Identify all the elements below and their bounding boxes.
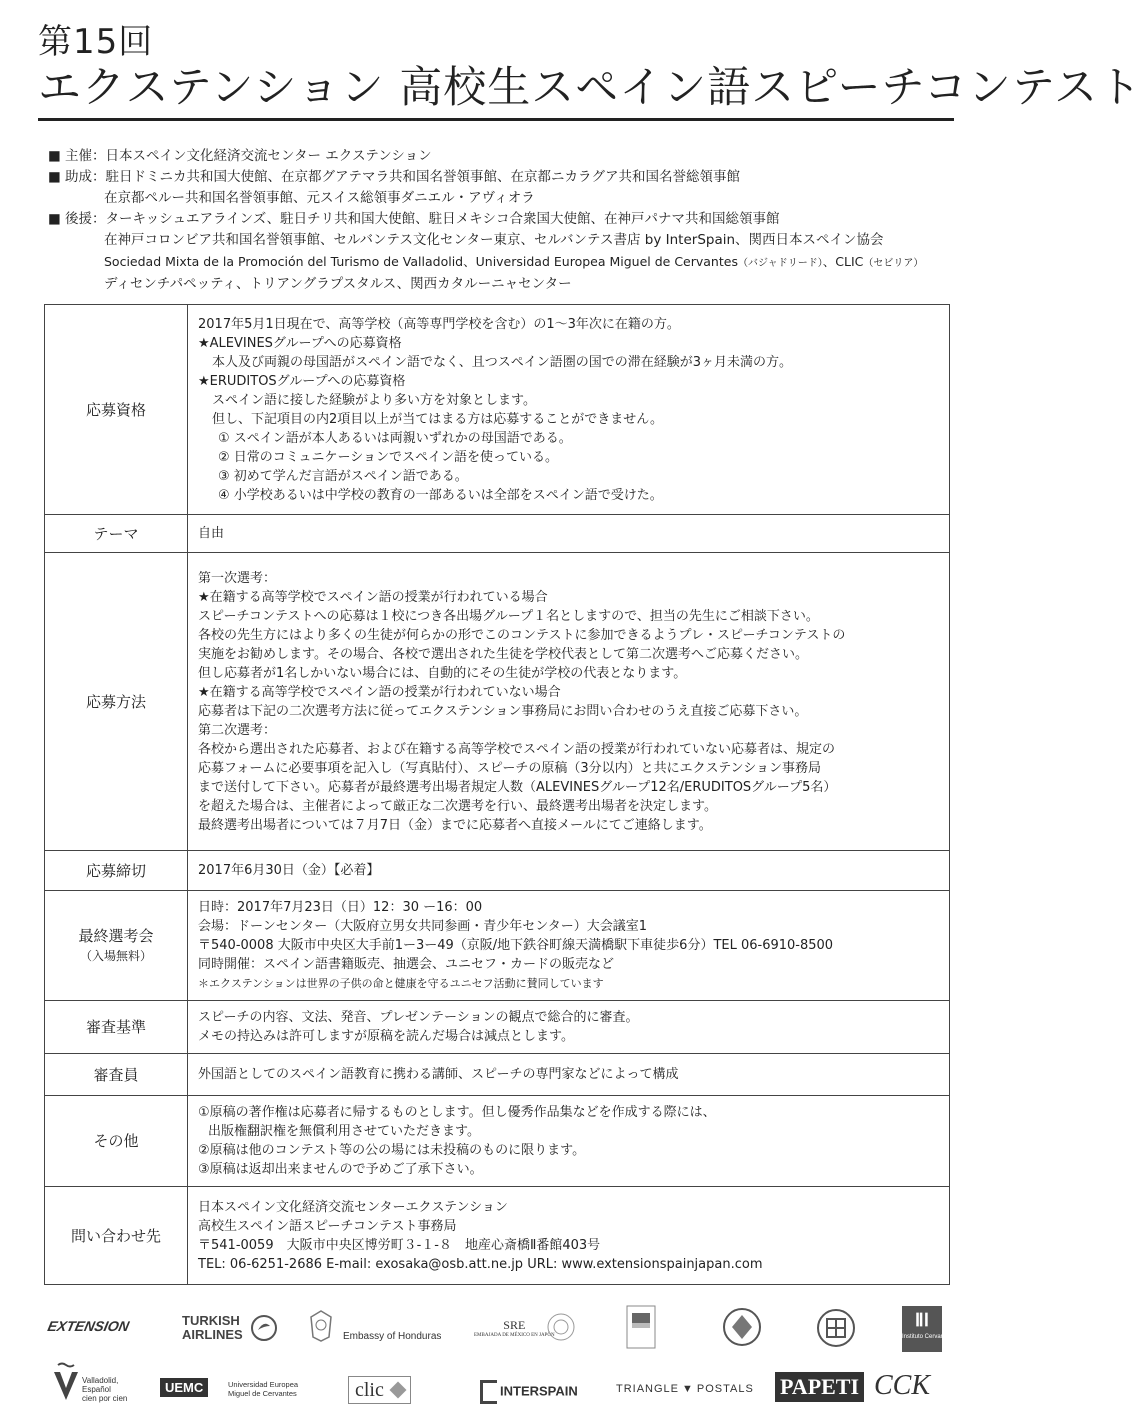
content-line: 自由: [198, 526, 225, 541]
row-content: [188, 851, 950, 891]
content-line: 但し、下記項目の内2項目以上が当てはまる方は応募することができません。: [212, 411, 664, 427]
turkish-airlines-emblem: [250, 1314, 278, 1347]
papeti-logo: PAPETI: [775, 1372, 864, 1402]
row-content: [188, 515, 950, 553]
row-content: [188, 1054, 950, 1096]
triangle-postals-logo: [616, 1383, 754, 1395]
clic-diamond-icon: [389, 1382, 406, 1399]
content-line: ③ 初めて学んだ言語がスペイン語である。: [218, 468, 468, 484]
content-line: 応募フォームに必要事項を記入し（写真貼付）、スピーチの原稿（3分以内）と共にエクステンション事務局: [198, 760, 821, 776]
content-line: 高校生スペイン語スピーチコンテスト事務局: [198, 1218, 457, 1234]
sponsor-text: （セビリア）: [863, 258, 924, 269]
interspain-text: INTERSPAIN: [500, 1383, 578, 1399]
chile-embassy-logo-icon: [626, 1305, 656, 1354]
table-row: [45, 553, 950, 851]
turkish-airlines-logo: [182, 1314, 243, 1342]
sre-text: SRE: [503, 1318, 526, 1332]
guatemala-crest-icon: [720, 1303, 764, 1356]
content-line: 2017年5月1日現在で、高等学校（高等専門学校を含む）の1～3年次に在籍の方。: [198, 316, 680, 332]
uemc-logo: [160, 1378, 208, 1397]
sponsors-block: [48, 146, 923, 295]
honduras-logo: Embassy of Honduras: [343, 1331, 442, 1342]
row-label-text: 問い合わせ先: [70, 1226, 161, 1245]
content-line: 2017年6月30日（金）【必着】: [198, 863, 380, 878]
content-line: 但し応募者が1名しかいない場合には、自動的にその生徒が学校の代表となります。: [198, 665, 687, 681]
cervantes-mark: ⅡⅠ: [914, 1310, 930, 1330]
cck-logo: CCK: [874, 1370, 931, 1401]
row-label-text: 審査基準: [85, 1018, 146, 1036]
row-label: [45, 851, 188, 891]
content-line: スピーチコンテストへの応募は１校につき各出場グループ１名としますので、担当の先生にご相談下さい。: [198, 608, 819, 624]
sponsor-support-cont: 在京都ペルー共和国名誉領事館、元スイス総領事ダニエル・アヴィオラ: [104, 190, 535, 206]
row-content: [188, 1001, 950, 1054]
content-line: 〒540-0008 大阪市中央区大手前1ー3ー49（京阪/地下鉄谷町線天満橋駅下車徒歩6分）TEL 06-6910-8500: [198, 938, 834, 953]
row-label-text: 審査員: [93, 1065, 139, 1084]
table-row: [45, 305, 950, 515]
table-row: [45, 1001, 950, 1054]
triangle-text: TRIANGLE: [616, 1383, 680, 1395]
table-row: [45, 851, 950, 891]
valladolid-text: [82, 1376, 127, 1403]
title-divider: [38, 118, 954, 121]
content-line: 第二次選考：: [198, 722, 277, 738]
content-line: ①原稿の著作権は応募者に帰するものとします。但し優秀作品集などを作成する際には、: [198, 1105, 716, 1120]
page-title: エクステンション 高校生スペイン語スピーチコンテスト: [38, 63, 1142, 113]
content-line: ＊エクステンションは世界の子供の命と健康を守るユニセフ活動に賛同しています: [198, 977, 604, 990]
valladolid-line3: cien por cien: [82, 1394, 128, 1403]
content-line: 最終選考出場者については７月7日（金）までに応募者へ直接メールにてご連絡します。: [198, 817, 712, 833]
interspain-logo: [480, 1380, 578, 1404]
content-line: ②原稿は他のコンテスト等の公の場には未投稿のものに限ります。: [198, 1143, 586, 1158]
content-line: ★ERUDITOSグループへの応募資格: [198, 373, 406, 389]
sponsor-backing: ■ 後援：ターキッシュエアラインズ、駐日チリ共和国大使館、駐日メキシコ合衆国大使館、在神戸パナマ共和国総領事館: [48, 211, 780, 227]
dominican-crest-icon: [814, 1306, 858, 1355]
content-line: ③原稿は返却出来ませんので予めご了承下さい。: [198, 1162, 483, 1177]
table-row: [45, 1054, 950, 1096]
turkish-text: TURKISH: [182, 1313, 240, 1328]
content-line: メモの持込みは許可しますが原稿を読んだ場合は減点とします。: [198, 1029, 574, 1044]
sponsor-organizer: ■ 主催：日本スペイン文化経済交流センター エクステンション: [48, 148, 432, 164]
row-content: [188, 553, 950, 851]
clic-logo: [348, 1376, 411, 1404]
valladolid-v-icon: [52, 1362, 80, 1402]
row-label: [45, 1001, 188, 1054]
content-line: スピーチの内容、文法、発音、プレゼンテーションの観点で総合的に審査。: [198, 1010, 639, 1025]
row-label-subtext: （入場無料）: [79, 948, 152, 963]
sponsor-text: 、CLIC: [822, 254, 864, 269]
content-line: 日本スペイン文化経済交流センターエクステンション: [198, 1199, 508, 1215]
sponsor-backing-cont-3: ディセンチパペッティ、トリアングラプスタルス、関西カタルーニャセンター: [104, 276, 572, 292]
content-line: ★在籍する高等学校でスペイン語の授業が行われていない場合: [198, 684, 561, 700]
content-line: 応募者は下記の二次選考方法に従ってエクステンション事務局にお問い合わせのうえ直接ご応募下さい。: [198, 703, 808, 719]
clic-text: clic: [355, 1379, 384, 1401]
sponsor-text: （バジャドリード）: [737, 258, 823, 269]
valladolid-line2: Español: [82, 1385, 111, 1394]
content-line: 各校の先生方にはより多くの生徒が何らかの形でこのコンテストに参加できるようプレ・スピーチコンテストの: [198, 627, 846, 643]
content-line: 本人及び両親の母国語がスペイン語でなく、且つスペイン語圏の国での滞在経験が3ヶ月未満の方。: [212, 354, 793, 370]
contest-edition: 第15回: [38, 22, 154, 62]
row-content: [188, 1096, 950, 1187]
row-label-text: 応募方法: [85, 692, 146, 711]
honduras-seal-icon: [308, 1309, 334, 1348]
row-label-text: テーマ: [93, 524, 139, 543]
row-label: [45, 305, 188, 515]
content-line: ★在籍する高等学校でスペイン語の授業が行われている場合: [198, 589, 548, 605]
content-line: ★ALEVINESグループへの応募資格: [198, 335, 402, 351]
instituto-cervantes-logo: [902, 1306, 953, 1352]
content-line: 日時：2017年7月23日（日）12：30 ー16：00: [198, 900, 483, 915]
triangle-icon: ▼: [682, 1383, 694, 1395]
info-table: [44, 304, 950, 1285]
postals-text: POSTALS: [696, 1383, 754, 1395]
uemc-mark: UEMC: [160, 1378, 208, 1397]
content-line: ④ 小学校あるいは中学校の教育の一部あるいは全部をスペイン語で受けた。: [218, 487, 663, 503]
row-label: [45, 1096, 188, 1187]
content-line: 第一次選考：: [198, 570, 277, 586]
row-label: [45, 891, 188, 1001]
interspain-mark-icon: [480, 1380, 497, 1404]
row-label: [45, 1054, 188, 1096]
row-content: [188, 891, 950, 1001]
content-line: ① スペイン語が本人あるいは両親いずれかの母国語である。: [218, 430, 572, 446]
row-content: [188, 1187, 950, 1285]
mexico-seal-icon: [546, 1312, 576, 1347]
airlines-text: AIRLINES: [182, 1327, 243, 1342]
row-label-text: その他: [93, 1132, 139, 1150]
row-label: [45, 515, 188, 553]
uemc-name: [228, 1380, 298, 1398]
row-label-text: 最終選考会: [78, 926, 154, 945]
table-row: [45, 1187, 950, 1285]
sre-sub-text: EMBAJADA DE MÉXICO EN JAPÓN: [474, 1333, 555, 1338]
uemc-line2: Miguel de Cervantes: [228, 1389, 297, 1398]
content-line: 同時開催：スペイン語書籍販売、抽選会、ユニセフ・カードの販売など: [198, 957, 615, 972]
content-line: 〒541-0059 大阪市中央区博労町３-１-８ 地産心斎橋Ⅱ番館403号: [198, 1237, 601, 1253]
content-line: 出版権翻訳権を無償利用させていただきます。: [208, 1124, 480, 1139]
content-line: 会場：ドーンセンター（大阪府立男女共同参画・青少年センター）大会議室1: [198, 919, 647, 934]
valladolid-logo: [52, 1362, 80, 1407]
row-label: [45, 1187, 188, 1285]
table-row: [45, 1096, 950, 1187]
extension-logo: [46, 1318, 130, 1334]
row-content: [188, 305, 950, 515]
sponsor-backing-cont-2: [48, 251, 923, 274]
sponsor-support: ■ 助成：駐日ドミニカ共和国大使館、在京都グアテマラ共和国名誉領事館、在京都ニカラグア共和国名誉総領事館: [48, 169, 741, 185]
content-line: 実施をお勧めします。その場合、各校で選出された生徒を学校代表として第二次選考へご応募ください。: [198, 646, 808, 662]
uemc-line1: Universidad Europea: [228, 1380, 299, 1389]
table-row: [45, 891, 950, 1001]
row-label: [45, 553, 188, 851]
row-label-text: 応募締切: [85, 861, 146, 880]
extension-logo-text: EXTENSION: [46, 1318, 131, 1334]
valladolid-line1: Valladolid,: [82, 1376, 119, 1385]
content-line: 各校から選出された応募者、および在籍する高等学校でスペイン語の授業が行われていない応募者は、規定の: [198, 741, 836, 757]
sponsor-backing-cont: 在神戸コロンビア共和国名誉領事館、セルバンテス文化センター東京、セルバンテス書店 by InterSpain、関西日本スペイン協会: [104, 232, 884, 248]
sre-logo: [474, 1318, 555, 1338]
content-line: 外国語としてのスペイン語教育に携わる講師、スピーチの専門家などによって構成: [198, 1067, 679, 1082]
cervantes-text: Instituto Cervantes: [902, 1334, 953, 1340]
table-row: [45, 515, 950, 553]
content-line: スペイン語に接した経験がより多い方を対象とします。: [212, 392, 536, 408]
content-line: まで送付して下さい。応募者が最終選考出場者規定人数（ALEVINESグループ12名/ERUDITOSグループ5名）: [198, 779, 837, 795]
row-label-text: 応募資格: [85, 400, 146, 419]
content-line: ② 日常のコミュニケーションでスペイン語を使っている。: [218, 449, 559, 465]
content-line: を超えた場合は、主催者によって厳正な二次選考を行い、最終選考出場者を決定します。: [198, 798, 717, 814]
sponsor-text: Sociedad Mixta de la Promoción del Turismo de Valladolid、Universidad Europea Miguel de Cervantes: [104, 254, 738, 269]
content-line: TEL: 06-6251-2686 E-mail: exosaka@osb.att.ne.jp URL: www.extensionspainjapan.com: [198, 1256, 763, 1272]
